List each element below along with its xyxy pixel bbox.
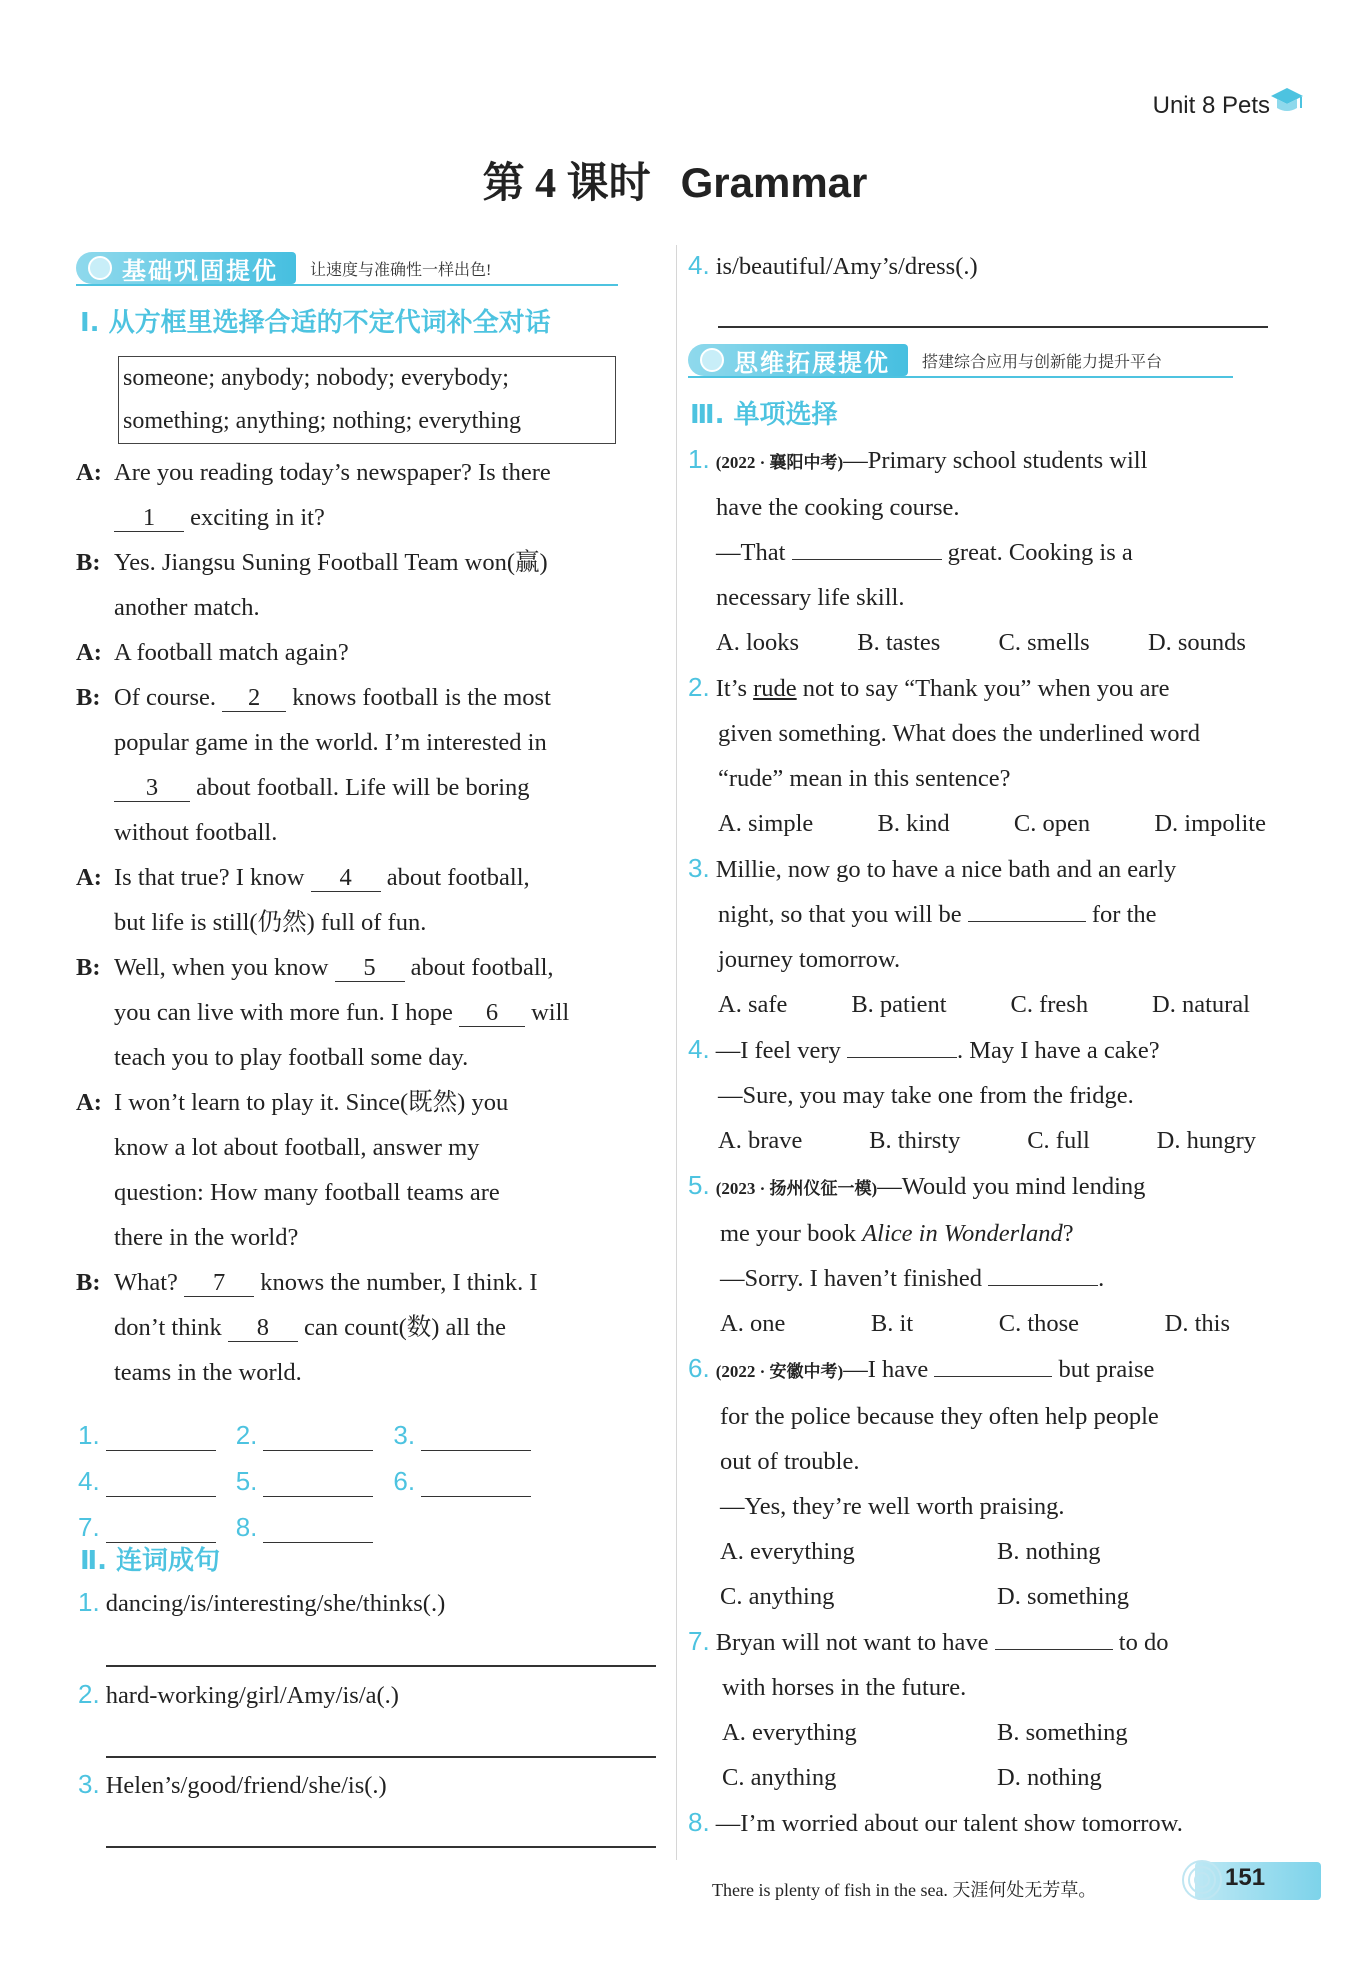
- word-box-line-2: something; anything; nothing; everything: [123, 408, 521, 434]
- question-2: [688, 665, 1273, 711]
- option-b[interactable]: B. something: [997, 1719, 1128, 1746]
- speaker-label: B:: [76, 549, 101, 576]
- question-text-part: —I feel very: [715, 1037, 841, 1064]
- dialogue-line: [76, 1350, 656, 1395]
- option-b[interactable]: B. kind: [877, 810, 950, 837]
- section-3-heading: Ⅲ. 单项选择: [690, 400, 838, 430]
- graduation-cap-icon: [1270, 86, 1304, 116]
- answer-number: 7.: [78, 1512, 100, 1542]
- dialogue-text: knows football is the most: [292, 684, 551, 711]
- blank-6[interactable]: 6: [459, 1000, 525, 1027]
- question-number: 2.: [688, 672, 710, 702]
- banner-pill: [76, 252, 296, 284]
- question-number: 8.: [688, 1807, 710, 1837]
- question-text: —Primary school students will: [843, 447, 1148, 474]
- option-b[interactable]: B. tastes: [857, 629, 941, 656]
- option-a[interactable]: A. brave: [718, 1127, 803, 1154]
- item-text: dancing/is/interesting/she/thinks(.): [105, 1590, 446, 1617]
- speaker-label: B:: [76, 1269, 101, 1296]
- answer-number: 3.: [393, 1420, 416, 1450]
- answer-field-2[interactable]: [263, 1426, 373, 1451]
- blank-1[interactable]: 1: [114, 505, 184, 532]
- dialogue-text: another match.: [114, 594, 260, 621]
- banner-pill: [688, 344, 908, 376]
- dialogue-line: [76, 1215, 656, 1260]
- question-source: (2022 · 安徽中考): [715, 1362, 844, 1381]
- question-7: [688, 1619, 1273, 1665]
- option-c[interactable]: C. those: [998, 1310, 1080, 1337]
- lesson-number: 第 4 课时: [482, 161, 651, 207]
- choice-blank[interactable]: [988, 1285, 1098, 1286]
- choice-blank[interactable]: [968, 921, 1086, 922]
- answer-number: 4.: [78, 1466, 100, 1496]
- question-text-part: . May I have a cake?: [956, 1037, 1160, 1064]
- dialogue-text: but life is still(仍然) full of fun.: [114, 909, 427, 936]
- swirl-icon: [1180, 1858, 1224, 1902]
- item-number: 1.: [78, 1587, 100, 1617]
- answer-field-1[interactable]: [106, 1426, 216, 1451]
- question-text: —I’m worried about our talent show tomorrow.: [715, 1810, 1183, 1837]
- basic-section-banner: [76, 250, 618, 286]
- options: [688, 1755, 1273, 1800]
- question-text-part: but praise: [1058, 1356, 1155, 1383]
- choice-blank[interactable]: [995, 1649, 1113, 1650]
- blank-4[interactable]: 4: [311, 865, 381, 892]
- option-c[interactable]: C. full: [1027, 1127, 1090, 1154]
- question-text-part: —Sorry. I haven’t finished: [720, 1265, 982, 1292]
- question-number: 5.: [688, 1170, 710, 1200]
- blank-2[interactable]: 2: [222, 685, 286, 712]
- option-c[interactable]: C. smells: [998, 629, 1090, 656]
- option-c[interactable]: C. fresh: [1010, 991, 1089, 1018]
- dialogue-text: What?: [114, 1269, 178, 1296]
- option-d[interactable]: D. impolite: [1154, 810, 1266, 837]
- banner-circle-icon: [700, 348, 724, 372]
- reorder-item-4: [688, 243, 978, 289]
- options: [688, 1529, 1273, 1574]
- question-text: [688, 892, 1273, 937]
- dialogue-line: [76, 540, 656, 585]
- question-text-part: ?: [1062, 1220, 1074, 1247]
- banner-subtitle: 搭建综合应用与创新能力提升平台: [922, 353, 1163, 371]
- dialogue-text: will: [531, 999, 570, 1026]
- option-d[interactable]: D. nothing: [997, 1764, 1102, 1791]
- dialogue-text: about football,: [386, 864, 530, 891]
- option-d[interactable]: D. something: [997, 1583, 1130, 1610]
- blank-7[interactable]: 7: [184, 1270, 254, 1297]
- dialogue-line: [76, 495, 656, 540]
- item-text: hard-working/girl/Amy/is/a(.): [105, 1682, 399, 1709]
- option-a[interactable]: A. one: [720, 1310, 786, 1337]
- question-text-part: .: [1098, 1265, 1105, 1292]
- option-d[interactable]: D. natural: [1152, 991, 1250, 1018]
- question-4: [688, 1027, 1273, 1073]
- extension-section-banner: [688, 342, 1233, 378]
- dialogue-text: teams in the world.: [114, 1359, 302, 1386]
- underlined-word: rude: [753, 675, 797, 702]
- option-b[interactable]: B. patient: [851, 991, 947, 1018]
- answer-number: 5.: [235, 1466, 258, 1496]
- question-text: —Would you mind lending: [877, 1173, 1146, 1200]
- answer-field-6[interactable]: [421, 1472, 531, 1497]
- question-3: [688, 846, 1273, 892]
- question-text-part: —That: [716, 539, 786, 566]
- question-text-part: for the: [1091, 901, 1157, 928]
- answer-number: 2.: [235, 1420, 258, 1450]
- dialogue-text: question: How many football teams are: [114, 1179, 500, 1206]
- option-b[interactable]: B. nothing: [997, 1538, 1101, 1565]
- speaker-label: A:: [76, 639, 102, 666]
- write-line-3[interactable]: [106, 1846, 656, 1848]
- option-d[interactable]: D. this: [1164, 1310, 1230, 1337]
- section-2-heading: Ⅱ. 连词成句: [80, 1546, 221, 1576]
- dialogue-text: Yes. Jiangsu Suning Football Team won(赢): [114, 549, 548, 576]
- dialogue-line: [76, 765, 656, 810]
- dialogue: [76, 450, 656, 1395]
- dialogue-text: about football,: [410, 954, 554, 981]
- dialogue-text: Well, when you know: [114, 954, 329, 981]
- question-text-part: It’s: [715, 675, 747, 702]
- question-text: [688, 1256, 1273, 1301]
- dialogue-line: [76, 900, 656, 945]
- blank-8[interactable]: 8: [228, 1315, 298, 1342]
- blank-5[interactable]: 5: [335, 955, 405, 982]
- options: [688, 1710, 1273, 1755]
- dialogue-text: don’t think: [114, 1314, 222, 1341]
- book-title: Alice in Wonderland: [862, 1220, 1063, 1247]
- dialogue-text: Is that true? I know: [114, 864, 305, 891]
- write-line-2[interactable]: [106, 1756, 656, 1758]
- speaker-label: A:: [76, 459, 102, 486]
- answer-grid: [78, 1405, 638, 1543]
- options: [688, 982, 1250, 1027]
- reorder-item-3: [78, 1762, 387, 1808]
- answer-field-3[interactable]: [421, 1426, 531, 1451]
- dialogue-text: I won’t learn to play it. Since(既然) you: [114, 1089, 509, 1116]
- question-text-part: to do: [1118, 1629, 1169, 1656]
- question-source: (2022 · 襄阳中考): [715, 453, 844, 472]
- question-source: (2023 · 扬州仪征一模): [715, 1179, 878, 1198]
- options: [688, 1301, 1230, 1346]
- dialogue-line: [76, 720, 656, 765]
- option-a[interactable]: A. looks: [716, 629, 800, 656]
- write-line-4[interactable]: [718, 326, 1268, 328]
- answer-field-5[interactable]: [263, 1472, 373, 1497]
- dialogue-line: [76, 450, 656, 495]
- dialogue-line: [76, 1305, 656, 1350]
- word-box: [118, 356, 616, 444]
- page-title: [0, 150, 1350, 210]
- dialogue-text: popular game in the world. I’m interested in: [114, 729, 547, 756]
- question-6: [688, 1346, 1273, 1394]
- blank-3[interactable]: 3: [114, 775, 190, 802]
- dialogue-line: [76, 1170, 656, 1215]
- dialogue-line: [76, 1125, 656, 1170]
- dialogue-line: [76, 945, 656, 990]
- question-text: given something. What does the underlined word: [718, 720, 1200, 747]
- dialogue-text: A football match again?: [114, 639, 349, 666]
- dialogue-text: without football.: [114, 819, 278, 846]
- banner-circle-icon: [88, 256, 112, 280]
- reorder-item-2: [78, 1672, 399, 1718]
- choice-blank[interactable]: [792, 559, 942, 560]
- item-text: Helen’s/good/friend/she/is(.): [105, 1772, 387, 1799]
- banner-subtitle: 让速度与准确性一样出色!: [310, 261, 492, 279]
- question-text: Millie, now go to have a nice bath and an early: [715, 856, 1177, 883]
- question-5: [688, 1163, 1273, 1211]
- question-text: with horses in the future.: [722, 1674, 967, 1701]
- answer-number: 6.: [393, 1466, 416, 1496]
- option-d[interactable]: D. sounds: [1147, 629, 1246, 656]
- page-number: 151: [1225, 1864, 1266, 1891]
- speaker-label: B:: [76, 684, 101, 711]
- choice-blank[interactable]: [934, 1376, 1052, 1377]
- question-text: “rude” mean in this sentence?: [718, 765, 1011, 792]
- dialogue-text: knows the number, I think. I: [260, 1269, 538, 1296]
- dialogue-text: about football. Life will be boring: [196, 774, 530, 801]
- item-number: 4.: [688, 250, 710, 280]
- section-1-heading: Ⅰ. 从方框里选择合适的不定代词补全对话: [80, 308, 551, 338]
- dialogue-text: Of course.: [114, 684, 217, 711]
- dialogue-line: [76, 1080, 656, 1125]
- question-number: 1.: [688, 444, 710, 474]
- option-d[interactable]: D. hungry: [1156, 1127, 1256, 1154]
- question-number: 3.: [688, 853, 710, 883]
- multiple-choice: [688, 437, 1273, 1846]
- question-number: 4.: [688, 1034, 710, 1064]
- dialogue-text: you can live with more fun. I hope: [114, 999, 453, 1026]
- question-text-part: not to say “Thank you” when you are: [802, 675, 1170, 702]
- options: [688, 1118, 1256, 1163]
- banner-underline: [688, 376, 1233, 378]
- dialogue-text: teach you to play football some day.: [114, 1044, 469, 1071]
- question-text: —Sure, you may take one from the fridge.: [718, 1082, 1134, 1109]
- choice-blank[interactable]: [847, 1057, 957, 1058]
- option-a[interactable]: A. everything: [722, 1719, 857, 1746]
- speaker-label: A:: [76, 864, 102, 891]
- question-text: out of trouble.: [720, 1448, 860, 1475]
- question-number: 6.: [688, 1353, 710, 1383]
- dialogue-line: [76, 810, 656, 855]
- answer-number: 1.: [78, 1420, 100, 1450]
- option-a[interactable]: A. simple: [718, 810, 814, 837]
- option-a[interactable]: A. safe: [718, 991, 788, 1018]
- item-text: is/beautiful/Amy’s/dress(.): [715, 253, 978, 280]
- option-b[interactable]: B. it: [870, 1310, 914, 1337]
- dialogue-text: can count(数) all the: [304, 1314, 507, 1341]
- question-text: —Yes, they’re well worth praising.: [720, 1493, 1065, 1520]
- answer-field-4[interactable]: [106, 1472, 216, 1497]
- option-b[interactable]: B. thirsty: [869, 1127, 961, 1154]
- option-c[interactable]: C. open: [1013, 810, 1091, 837]
- question-text: [688, 1211, 1273, 1256]
- banner-underline: [76, 284, 618, 286]
- item-number: 3.: [78, 1769, 100, 1799]
- question-8: [688, 1800, 1273, 1846]
- column-divider: [676, 245, 677, 1860]
- question-text-part: night, so that you will be: [718, 901, 962, 928]
- options: [688, 620, 1246, 665]
- word-box-line-1: someone; anybody; nobody; everybody;: [123, 365, 509, 391]
- dialogue-text: Are you reading today’s newspaper? Is there: [114, 459, 551, 486]
- dialogue-line: [76, 675, 656, 720]
- footer-quote: There is plenty of fish in the sea. 天涯何处无芳草。: [712, 1880, 1097, 1900]
- write-line-1[interactable]: [106, 1665, 656, 1667]
- options: [688, 1574, 1273, 1619]
- dialogue-text: know a lot about football, answer my: [114, 1134, 480, 1161]
- question-text: necessary life skill.: [716, 584, 905, 611]
- unit-label: Unit 8 Pets: [1152, 92, 1270, 119]
- question-text-part: Bryan will not want to have: [715, 1629, 989, 1656]
- item-number: 2.: [78, 1679, 100, 1709]
- dialogue-line: [76, 585, 656, 630]
- banner-label: 思维拓展提优: [734, 348, 890, 377]
- dialogue-line: [76, 630, 656, 675]
- dialogue-line: [76, 1260, 656, 1305]
- option-c[interactable]: C. anything: [722, 1764, 837, 1791]
- dialogue-text: there in the world?: [114, 1224, 299, 1251]
- reorder-item-1: [78, 1580, 445, 1626]
- answer-number: 8.: [235, 1512, 258, 1542]
- answer-field-8[interactable]: [263, 1518, 373, 1543]
- dialogue-text: exciting in it?: [190, 504, 325, 531]
- option-c[interactable]: C. anything: [720, 1583, 835, 1610]
- question-text: have the cooking course.: [716, 494, 960, 521]
- lesson-topic: Grammar: [680, 159, 868, 206]
- banner-label: 基础巩固提优: [122, 256, 278, 285]
- question-number: 7.: [688, 1626, 710, 1656]
- question-text-part: great. Cooking is a: [947, 539, 1133, 566]
- question-text: [688, 530, 1273, 575]
- speaker-label: B:: [76, 954, 101, 981]
- question-text: for the police because they often help people: [720, 1403, 1159, 1430]
- option-a[interactable]: A. everything: [720, 1538, 855, 1565]
- question-text-part: me your book: [720, 1220, 857, 1247]
- question-text-part: —I have: [843, 1356, 929, 1383]
- question-text: journey tomorrow.: [718, 946, 901, 973]
- options: [688, 801, 1266, 846]
- dialogue-line: [76, 990, 656, 1035]
- dialogue-line: [76, 1035, 656, 1080]
- speaker-label: A:: [76, 1089, 102, 1116]
- dialogue-line: [76, 855, 656, 900]
- question-1: [688, 437, 1273, 485]
